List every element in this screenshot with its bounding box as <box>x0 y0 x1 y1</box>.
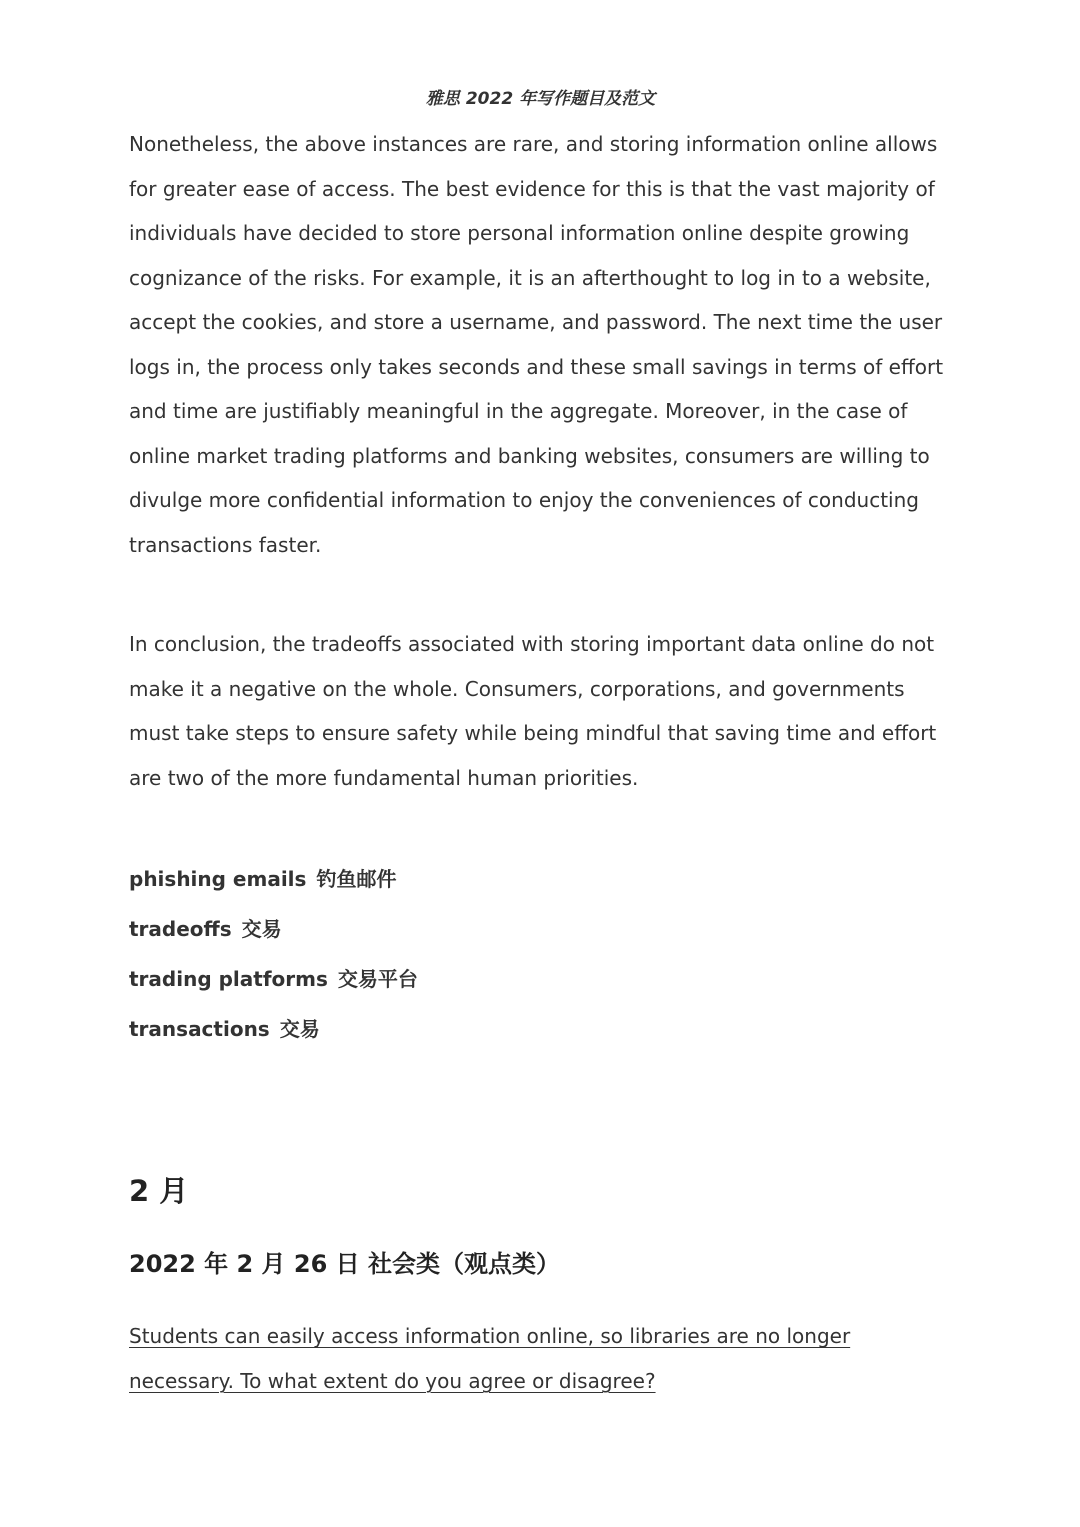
month-heading: 2 月 <box>129 1174 189 1208</box>
vocab-term: phishing emails <box>129 867 307 891</box>
vocab-translation: 钓鱼邮件 <box>316 867 397 891</box>
running-header: 雅思 2022 年写作题目及范文 <box>425 89 656 109</box>
body-paragraph-1: Nonetheless, the above instances are rare, and storing information online allows for greater ease of access. The best evidence for this is that the vast majority of individuals have decided to store personal information online despite growing cognizance of the risks. For example, it is an afterthought to log in to a website, accept the cookies, and store a username, and password. The next time the user logs in, the process only takes seconds and these small savings in terms of effort and time are justifiably meaningful in the aggregate. Moreover, in the case of online market trading platforms and banking websites, consumers are willing to divulge more confidential information to enjoy the conveniences of conducting transactions faster. <box>129 132 944 557</box>
date-heading: 2022 年 2 月 26 日 社会类（观点类） <box>129 1250 561 1278</box>
vocab-translation: 交易平台 <box>337 967 418 991</box>
vocab-term: transactions <box>129 1017 270 1041</box>
vocabulary-list <box>129 854 952 1054</box>
vocab-term: tradeoffs <box>129 917 232 941</box>
essay-prompt <box>129 1314 952 1403</box>
vocab-item <box>129 904 952 954</box>
vocab-item <box>129 954 952 1004</box>
vocab-term: trading platforms <box>129 967 328 991</box>
vocab-translation: 交易 <box>241 917 282 941</box>
vocab-translation: 交易 <box>279 1017 320 1041</box>
essay-prompt-text: Students can easily access information online, so libraries are no longer necessary. To what extent do you agree or disagree? <box>129 1324 851 1393</box>
body-paragraph-2: In conclusion, the tradeoffs associated with storing important data online do not make it a negative on the whole. Consumers, corporations, and governments must take steps to ensure safety while being mindful that saving time and effort are two of the more fundamental human priorities. <box>129 632 937 790</box>
vocab-item <box>129 854 952 904</box>
vocab-item <box>129 1004 952 1054</box>
